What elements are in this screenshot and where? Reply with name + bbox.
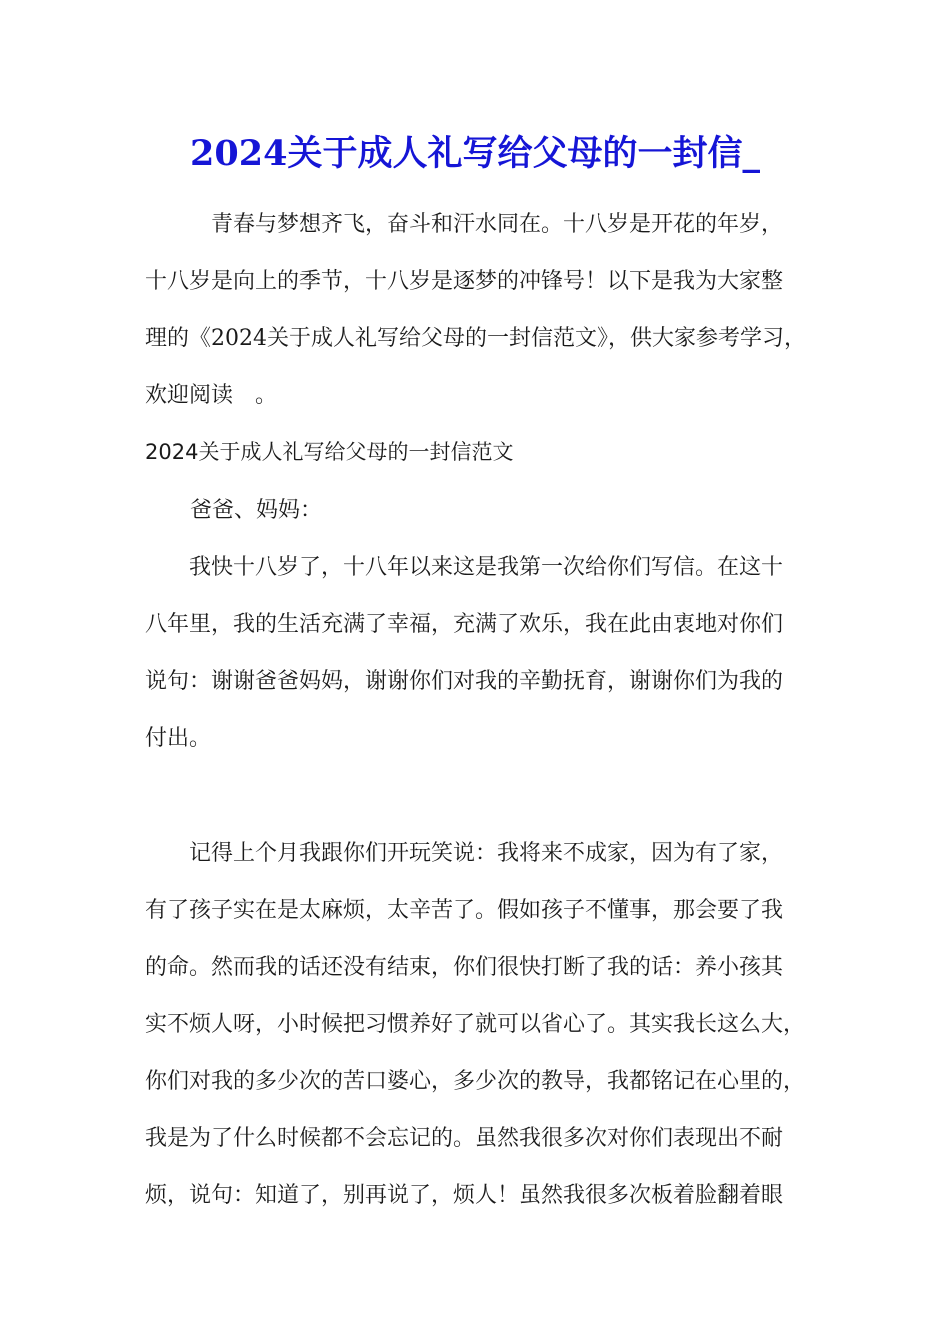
paragraph-line: 八年里，我的生活充满了幸福，充满了欢乐，我在此由衷地对你们 [145,612,784,637]
letter-greeting: 爸爸、妈妈： [190,498,323,523]
paragraph-line: 你们对我的多少次的苦口婆心，多少次的教导，我都铭记在心里的， [145,1069,806,1094]
letter-paragraph-2 [145,825,825,1224]
intro-paragraph [145,196,825,424]
intro-line: 理的《2024关于成人礼写给父母的一封信范文》，供大家参考学习， [145,326,806,351]
paragraph-line: 付出。 [145,726,212,751]
paragraph-line: 实不烦人呀，小时候把习惯养好了就可以省心了。其实我长这么大， [145,1012,806,1037]
paragraph-line: 烦，说句：知道了，别再说了，烦人！虽然我很多次板着脸翻着眼 [145,1183,784,1208]
intro-line: 十八岁是向上的季节，十八岁是逐梦的冲锋号！以下是我为大家整 [145,269,784,294]
letter-paragraph-1 [145,539,825,767]
paragraph-line: 我快十八岁了，十八年以来这是我第一次给你们写信。在这十 [145,555,784,580]
paragraph-line: 的命。然而我的话还没有结束，你们很快打断了我的话：养小孩其 [145,955,784,980]
paragraph-line: 记得上个月我跟你们开玩笑说：我将来不成家，因为有了家， [145,841,784,866]
intro-line: 青春与梦想齐飞，奋斗和汗水同在。十八岁是开花的年岁， [145,212,784,237]
document-title: 2024关于成人礼写给父母的一封信_ [190,133,760,174]
paragraph-line: 有了孩子实在是太麻烦，太辛苦了。假如孩子不懂事，那会要了我 [145,898,784,923]
intro-line: 欢迎阅读 。 [145,383,278,408]
section-subheading: 2024关于成人礼写给父母的一封信范文 [145,440,514,464]
paragraph-line: 我是为了什么时候都不会忘记的。虽然我很多次对你们表现出不耐 [145,1126,784,1151]
paragraph-line: 说句：谢谢爸爸妈妈，谢谢你们对我的辛勤抚育，谢谢你们为我的 [145,669,784,694]
